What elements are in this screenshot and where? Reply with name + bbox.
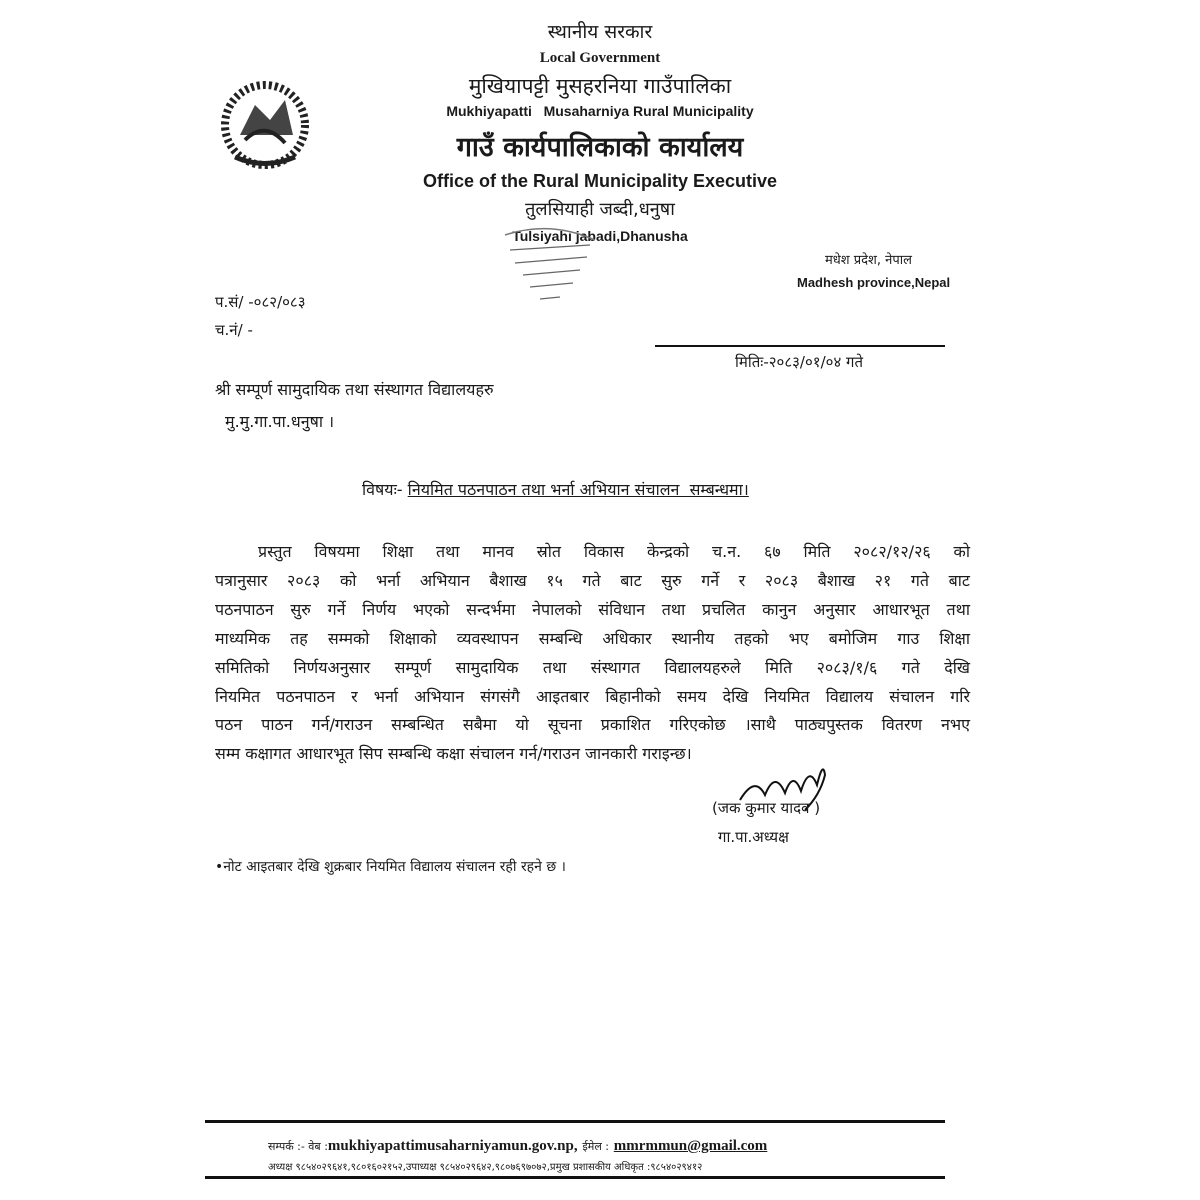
email-link[interactable]: mmrmmun@gmail.com <box>613 1138 768 1154</box>
footer-phones: अध्यक्ष ९८५४०२९६४१,९८०१६०२१५२,उपाध्यक्ष ९८५४०२९६४२,९८०७६९७०७२,प्रमुख प्रशासकीय अधिकृत :९८५४०२९४१२ <box>268 1162 703 1173</box>
body-line: प्रस्तुत विषयमा शिक्षा तथा मानव स्रोत विकास केन्द्रको च.न. ६७ मिति २०८२/१२/२६ को <box>258 542 970 561</box>
body-line: पत्रानुसार २०८३ को भर्ना अभियान बैशाख १५ गते बाट सुरु गर्ने र २०८३ बैशाख २१ गते बाट <box>215 571 970 590</box>
body-line: सम्म कक्षागत आधारभूत सिप सम्बन्धि कक्षा संचालन गर्न/गराउन जानकारी गराइन्छ। <box>215 744 692 763</box>
signatory-title: गा.पा.अध्यक्ष <box>718 828 789 846</box>
address-np: तुलसियाही जब्दी,धनुषा <box>525 199 675 220</box>
subject-text: नियमित पठनपाठन तथा भर्ना अभियान संचालन सम्बन्धमा। <box>407 480 749 499</box>
body-line: समितिको निर्णयअनुसार सम्पूर्ण सामुदायिक तथा संस्थागत विद्यालयहरुले मिति २०८३/१/६ गते देखि <box>215 658 970 677</box>
website-link[interactable]: mukhiyapattimusaharniyamun.gov.np, <box>327 1138 578 1154</box>
note: •नोट आइतबार देखि शुक्रबार नियमित विद्यालय संचालन रही रहने छ । <box>215 859 566 875</box>
local-government-np: स्थानीय सरकार <box>547 21 653 43</box>
footer-contact <box>268 1136 767 1155</box>
footer-top-rule <box>205 1120 945 1123</box>
body-line: पठनपाठन सुरु गर्ने निर्णय भएको सन्दर्भमा नेपालको संविधान तथा प्रचलित कानुन अनुसार आधारभूत तथा <box>215 600 970 619</box>
email-label: ईमेल : <box>582 1140 610 1153</box>
local-government-en: Local Government <box>539 50 661 66</box>
letter-number: प.सं/ -०८२/०८३ <box>215 293 306 311</box>
date-rule <box>655 345 945 347</box>
footer-bottom-rule <box>205 1176 945 1179</box>
province-np: मधेश प्रदेश, नेपाल <box>825 253 912 268</box>
addressee-line-1: श्री सम्पूर्ण सामुदायिक तथा संस्थागत विद्यालयहरु <box>215 380 494 399</box>
contact-label: सम्पर्क :- वेब : <box>268 1140 328 1153</box>
office-en: Office of the Rural Municipality Executive <box>422 171 778 191</box>
dispatch-number: च.नं/ - <box>215 321 253 339</box>
signatory-name: (जक कुमार यादव ) <box>712 799 821 817</box>
office-stamp <box>495 215 605 310</box>
office-np: गाउँ कार्यपालिकाको कार्यालय <box>456 132 744 163</box>
municipality-np: मुखियापट्टी मुसहरनिया गाउँपालिका <box>468 74 732 98</box>
body-line: नियमित पठनपाठन र भर्ना अभियान संगसंगै आइतबार बिहानीको समय देखि नियमित विद्यालय संचालन गरि <box>215 687 970 706</box>
body-line: पठन पाठन गर्न/गराउन सम्बन्धित सबैमा यो सूचना प्रकाशित गरिएकोछ ।साथै पाठ्यपुस्तक वितरण नभए <box>215 715 970 734</box>
addressee-line-2: मु.मु.गा.पा.धनुषा । <box>225 412 335 431</box>
letter-date: मितिः-२०८३/०१/०४ गते <box>735 353 864 371</box>
subject-label: विषयः- <box>362 480 403 499</box>
municipality-en: Mukhiyapatti Musaharniya Rural Municipality <box>446 103 754 119</box>
address-en: Tulsiyahi jabadi,Dhanusha <box>512 228 688 244</box>
subject <box>362 478 749 500</box>
body-line: माध्यमिक तह सम्मको शिक्षाको व्यवस्थापन सम्बन्धि अधिकार स्थानीय तहको भए बमोजिम गाउ शिक्षा <box>215 629 970 648</box>
province-en: Madhesh province,Nepal <box>797 275 951 290</box>
